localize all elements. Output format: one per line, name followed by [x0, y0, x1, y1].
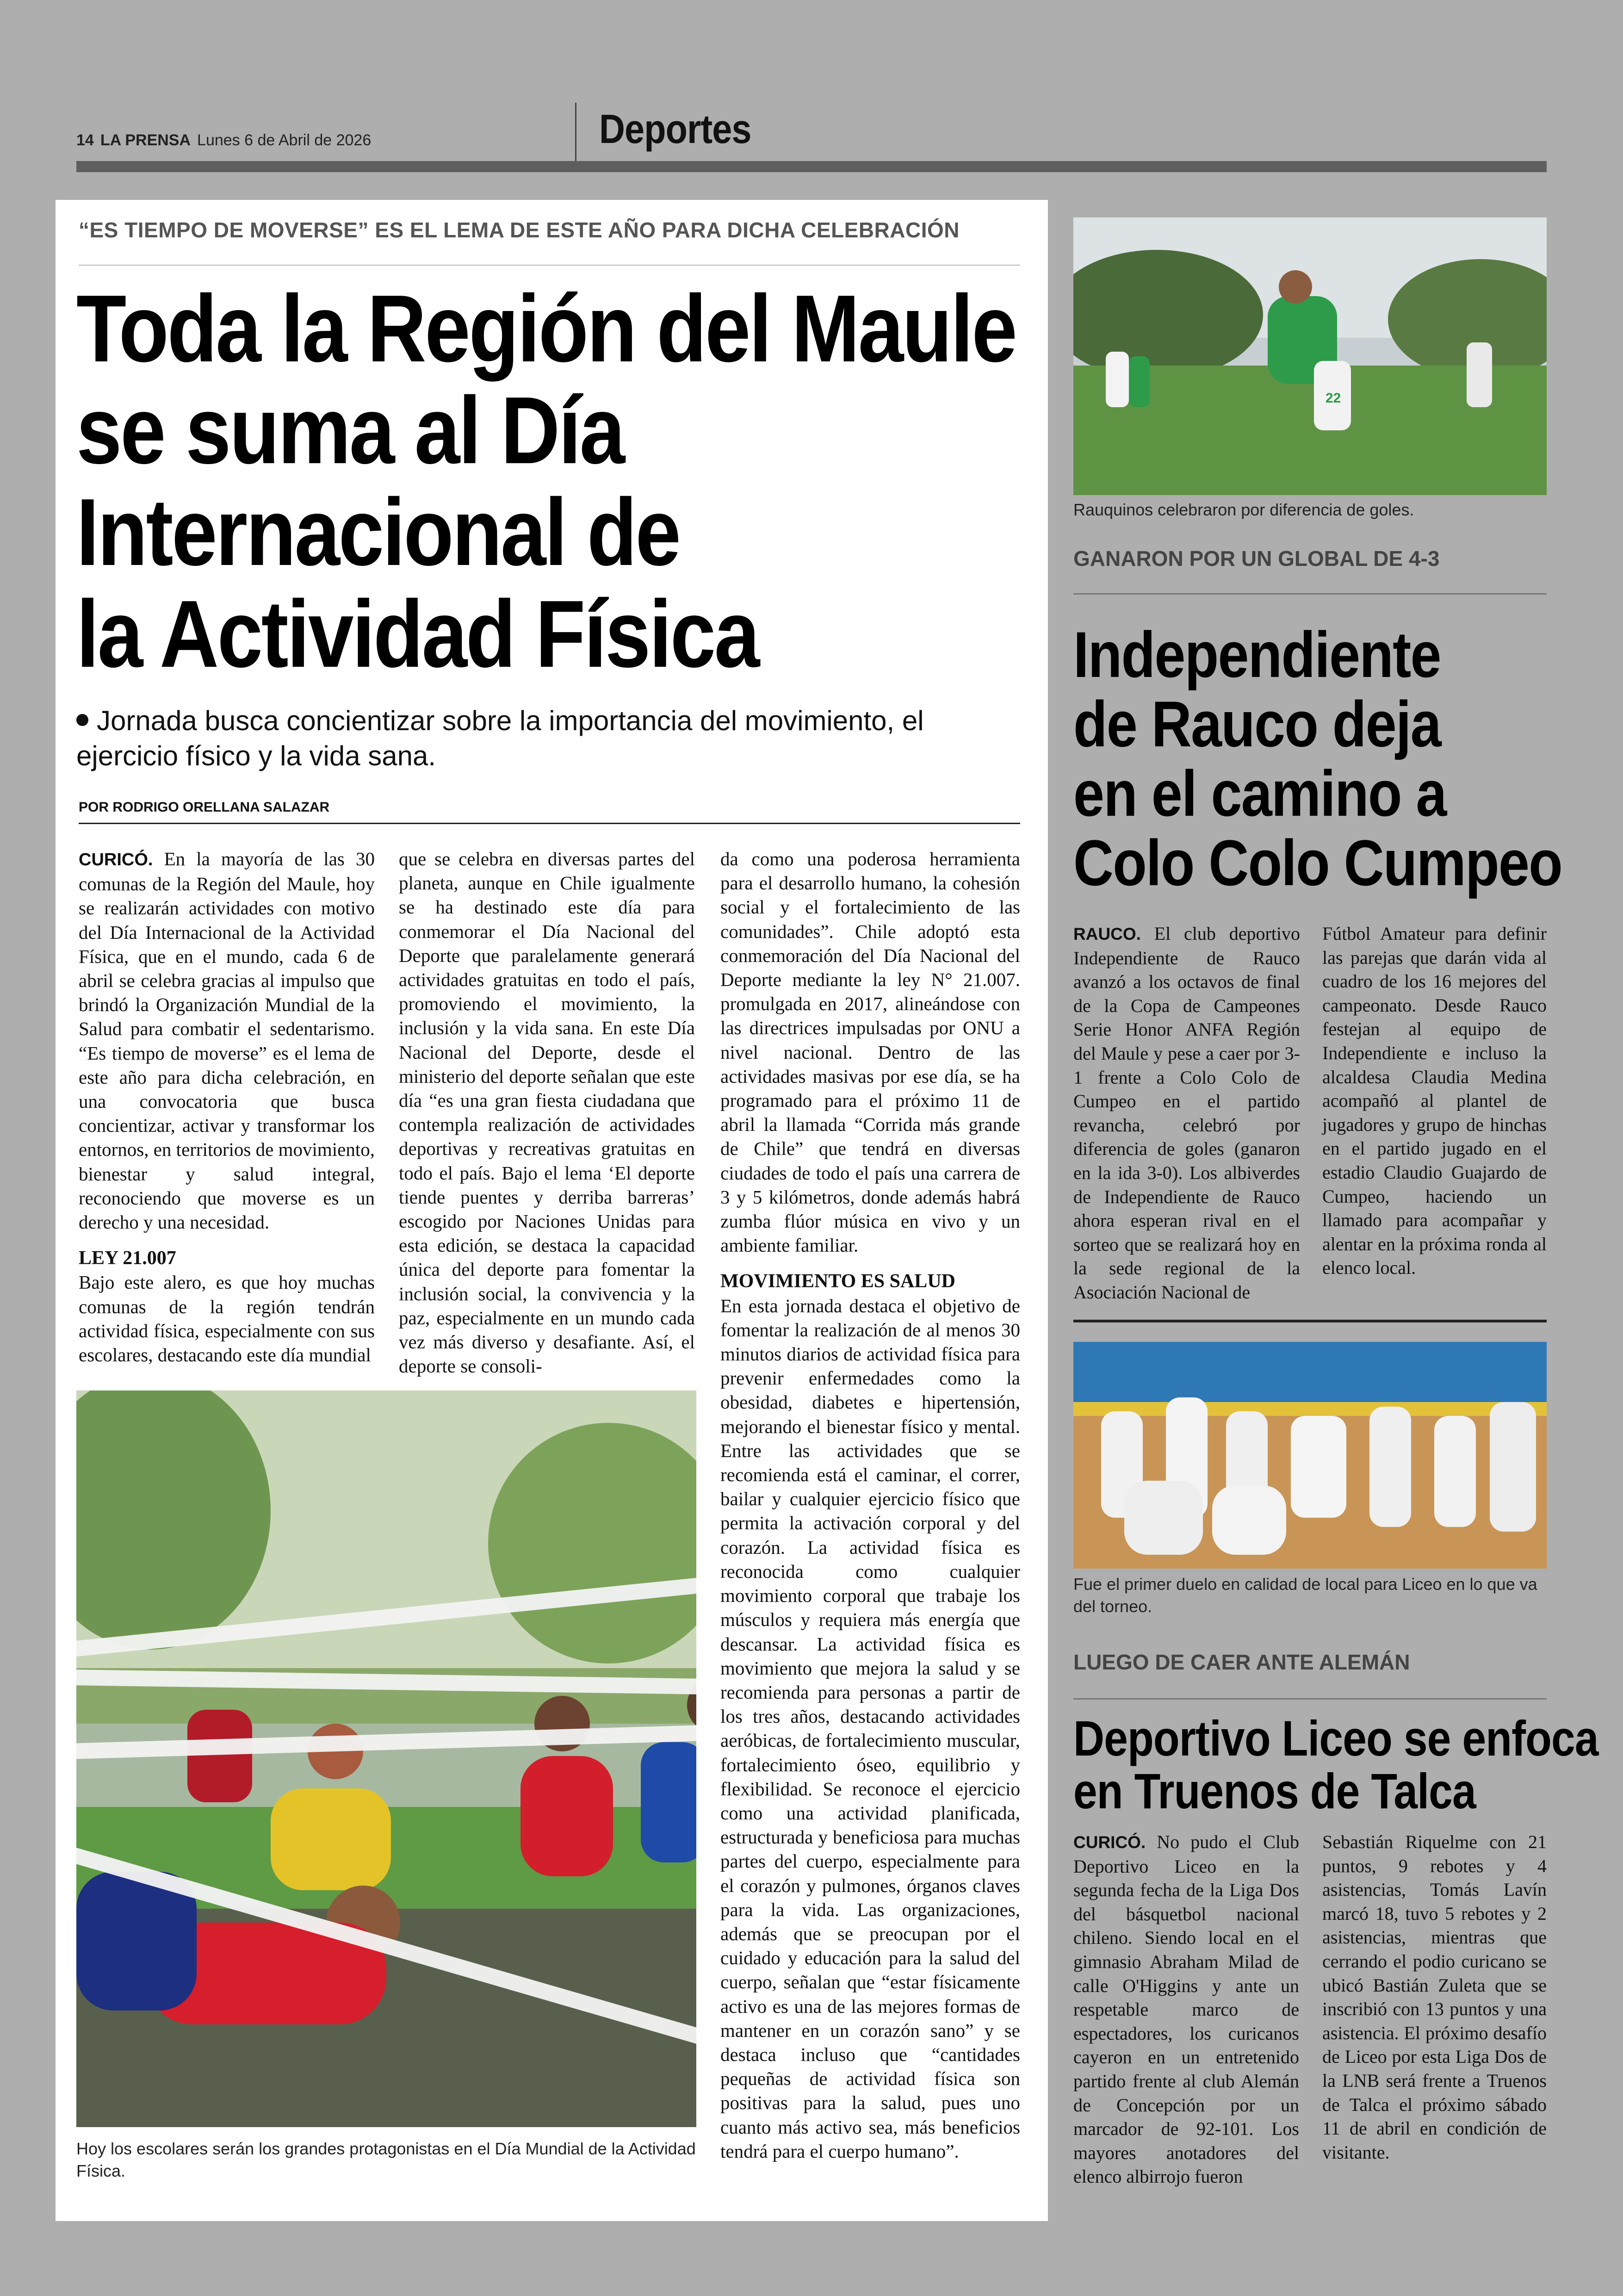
paper-name: LA PRENSA: [100, 131, 191, 149]
side-2-column-2: [1322, 1830, 1547, 2164]
bullet-icon: [76, 714, 88, 726]
masthead-bar: [76, 161, 1547, 172]
main-photo-caption: Hoy los escolares serán los grandes protagonistas en el Día Mundial de la Actividad Física.: [76, 2139, 696, 2180]
masthead-left: [76, 131, 371, 155]
side-photo-caption-2: Fue el primer duelo en calidad de local para Liceo en lo que va del torneo.: [1073, 1575, 1537, 1616]
side-divider: [1073, 1320, 1547, 1322]
paragraph: da como una poderosa herramienta para el desarrollo humano, la cohesión social y el fortalecimiento de las comunidades”. Chile adoptó esta conmemoración del Día Nacional del Deporte mediante la ley N° 21.007. promulgada en 2017, alineándose con las directrices impulsadas por ONU a nivel nacional. Dentro de las actividades masivas por ese día, se ha programado para el próximo 11 de abril la llamada “Corrida más grande de Chile” que tendrá en diversas ciudades de todo el país una carrera de 3 y 5 kilómetros, donde además habrá zumba flúor música en vivo y un ambiente familiar.: [720, 848, 1020, 1256]
side-kicker-2: LUEGO DE CAER ANTE ALEMÁN: [1073, 1650, 1410, 1674]
side-1-column-1: [1073, 922, 1300, 1304]
subheading: LEY 21.007: [79, 1247, 176, 1269]
paragraph: que se celebra en diversas partes del planeta, aunque en Chile igualmente se ha destinado este día para conmemorar el Día Nacional del Deporte que paralelamente generará actividades gratuitas en todo el país, promoviendo el movimiento, la inclusión y la vida sana. En este Día Nacional del Deporte, desde el ministerio del deporte señalan que este día “es una gran fiesta ciudadana que contempla realización de actividades deportivas y recreativas gratuitas en todo el país. Bajo el lema ‘El deporte tiende puentes y derriba barreras’ escogido por Naciones Unidas para esta edición, se destaca la capacidad única del deporte para fomentar la inclusión social, la convivencia y la paz, especialmente en un mundo cada vez más diverso y desafiante. Así, el deporte se consoli-: [399, 848, 695, 1377]
photo-illustration: [1073, 217, 1547, 495]
soccer-celebration-photo: [1073, 217, 1547, 495]
basketball-team-photo: [1073, 1342, 1547, 1569]
headline-line: se suma al Día: [76, 377, 624, 484]
main-column-1: [79, 847, 375, 1367]
jersey-number: 22: [1326, 391, 1341, 406]
main-column-3: [720, 847, 1020, 2163]
side-photo-caption-1: Rauquinos celebraron por diferencia de goles.: [1073, 500, 1414, 519]
main-column-2: [399, 847, 695, 1378]
masthead-divider: [575, 103, 576, 162]
kicker-rule: [79, 265, 1020, 266]
paragraph: Fútbol Amateur para definir las parejas que darán vida al cuadro de los 16 mejores del campeonato. Desde Rauco festejan al equipo de Independiente e incluso la alcaldesa Claudia Medina acompañó al plantel de jugadores y grupo de hinchas en el partido jugado en el estadio Claudio Guajardo de Cumpeo, haciendo un llamado para acompañar y alentar en la próxima ronda al elenco local.: [1322, 923, 1547, 1278]
paragraph-text: El club deportivo Independiente de Rauco avanzó a los octavos de final de la Copa de Campeones Serie Honor ANFA Región del Maule y pese a caer por 3-1 frente a Colo Colo de Cumpeo en el partido revancha, celebró por diferencia de goles (ganaron en la ida 3-0). Los albiverdes de Independiente de Rauco ahora esperan rival en el sorteo que se realizará hoy en la sede regional de la Asociación Nacional de: [1073, 923, 1301, 1303]
headline-line: la Actividad Física: [76, 581, 758, 687]
main-headline: [76, 275, 1016, 687]
dateline: CURICÓ.: [1073, 1833, 1146, 1852]
issue-date: Lunes 6 de Abril de 2026: [197, 131, 372, 149]
headline-line: Colo Colo Cumpeo: [1073, 826, 1562, 899]
main-deck: [76, 703, 979, 774]
headline-line: en Truenos de Talca: [1073, 1763, 1476, 1819]
paragraph-text: En la mayoría de las 30 comunas de la Región del Maule, hoy se realizarán actividades con motivo del Día Internacional de la Actividad Física, que en el mundo, cada 6 de abril se celebra gracias al impulso que brindó la Organización Mundial de la Salud para combatir el sedentarismo. “Es tiempo de moverse” es el lema de este año para dicha celebración, en una convocatoria que busca concientizar, activar y transformar los entornos, en territorios de movimiento, bienestar y salud integral, reconociendo que moverse es un derecho y una necesidad.: [79, 848, 375, 1233]
photo-illustration: [76, 1390, 696, 2127]
dateline: CURICÓ.: [79, 850, 153, 869]
subheading: MOVIMIENTO ES SALUD: [720, 1271, 955, 1292]
paragraph: Sebastián Riquelme con 21 puntos, 9 rebotes y 4 asistencias, Tomás Lavín marcó 18, tuvo 5 rebotes y 2 asistencias, mientras que cerrando el podio curicano se ubicó Bastián Zuleta que se inscribió con 13 puntos y una asistencia. El próximo desafío de Liceo por esta Liga Dos de la LNB será frente a Truenos de Talca el próximo sábado 11 de abril en condición de visitante.: [1322, 1831, 1547, 2163]
headline-line: Internacional de: [76, 479, 680, 585]
byline: POR RODRIGO ORELLANA SALAZAR: [79, 800, 330, 815]
paragraph: [79, 847, 375, 1234]
page-number: 14: [76, 131, 94, 149]
dateline: RAUCO.: [1073, 925, 1141, 943]
section-title: Deportes: [599, 106, 751, 152]
headline-line: Toda la Región del Maule: [76, 275, 1016, 382]
paragraph: [1073, 922, 1300, 1304]
headline-line: en el camino a: [1073, 757, 1446, 830]
side-rule-2: [1073, 1698, 1547, 1700]
side-headline-1: [1073, 618, 1562, 899]
headline-line: Deportivo Liceo se enfoca: [1073, 1710, 1598, 1766]
main-kicker: “ES TIEMPO DE MOVERSE” ES EL LEMA DE ESTE AÑO PARA DICHA CELEBRACIÓN: [79, 218, 960, 242]
paragraph-text: No pudo el Club Deportivo Liceo en la segunda fecha de la Liga Dos del básquetbol nacional chileno. Siendo local en el gimnasio Abraham Milad de calle O'Higgins y ante un respetable marco de espectadores, los curicanos cayeron en un entretenido partido frente al club Alemán de Concepción por un marcador de 92-101. Los mayores anotadores del elenco albirrojo fueron: [1073, 1831, 1300, 2187]
deck-text: Jornada busca concientizar sobre la importancia del movimiento, el ejercicio físico y la vida sana.: [76, 705, 924, 771]
headline-line: Independiente: [1073, 618, 1441, 691]
schoolchildren-photo: [76, 1390, 696, 2127]
side-kicker-1: GANARON POR UN GLOBAL DE 4-3: [1073, 546, 1440, 571]
paragraph: En esta jornada destaca el objetivo de fomentar la realización de al menos 30 minutos diarios de actividad física para prevenir enfermedades como la obesidad, diabetes e hipertensión, mejorando el bienestar físico y mental. Entre las actividades que se recomienda está el caminar, el correr, bailar y cualquier ejercicio físico que permita la activación corporal y del corazón. La actividad física es reconocida como cualquier movimiento corporal que trabaje los músculos y requiera más energía que descansar. La actividad física es movimiento que mejora la salud y se recomienda para personas a partir de los tres años, destacando actividades aeróbicas, de fortalecimiento muscular, fortalecimiento óseo, equilibrio y flexibilidad. Se reconoce el ejercicio como una actividad planificada, estructurada y beneficiosa para muchas partes del cuerpo, especialmente para el corazón y pulmones, órganos claves para la vida. Las organizaciones, además que se preocupan por el cuidado y educación para la salud del cuerpo, señalan que “estar físicamente activo es una de las mejores formas de mantener en un corazón sano” y se destaca incluso que “cantidades pequeñas de actividad física son positivas para la salud, pues uno cuanto más activo sea, más beneficios tendrá para el cuerpo humano”.: [720, 1295, 1020, 2162]
paragraph: [1073, 1830, 1299, 2189]
paragraph: Bajo este alero, es que hoy muchas comunas de la región tendrán actividad física, especialmente con sus escolares, destacando este día mundial: [79, 1272, 375, 1366]
side-rule-1: [1073, 593, 1547, 595]
headline-line: de Rauco deja: [1073, 688, 1441, 760]
side-1-column-2: [1322, 922, 1547, 1280]
side-headline-2: [1073, 1710, 1598, 1819]
side-2-column-1: [1073, 1830, 1299, 2189]
byline-rule: [79, 823, 1020, 824]
photo-illustration: [1073, 1342, 1547, 1569]
